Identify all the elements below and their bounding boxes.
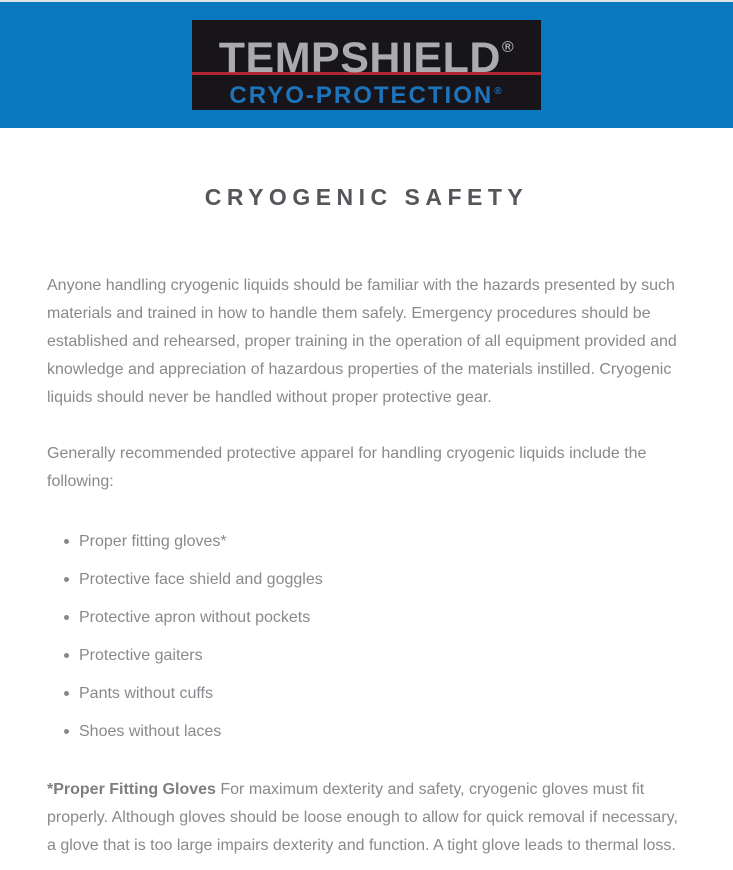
article-content [0,272,733,860]
footnote-paragraph [47,776,686,860]
logo-brand-text: TEMPSHIELD [218,34,501,82]
list-item-label: Pants without cuffs [79,685,213,702]
list-item-label: Protective face shield and goggles [79,571,323,588]
list-item-label: Protective apron without pockets [79,609,311,626]
list-item [64,604,686,632]
bullet-icon [64,653,69,658]
logo-sub-brand [192,75,541,110]
brand-logo[interactable] [192,20,541,110]
list-item [64,718,686,746]
footnote-bold-lead: *Proper Fitting Gloves [47,781,216,798]
list-item [64,566,686,594]
page-body [0,184,733,860]
bullet-icon [64,691,69,696]
bullet-icon [64,539,69,544]
list-item [64,528,686,556]
intro-paragraph: Anyone handling cryogenic liquids should be familiar with the hazards presented by such materials and trained in how to handle them safely. Emergency procedures should be established and rehearsed, proper training in the operation of all equipment provided and knowledge and appreciation of hazardous properties of the materials instilled. Cryogenic liquids should never be handled without proper protective gear. [47,277,677,406]
list-item-label: Proper fitting gloves* [79,533,227,550]
apparel-list [47,528,686,746]
bullet-icon [64,577,69,582]
list-item [64,680,686,708]
bullet-icon [64,615,69,620]
list-item-label: Shoes without laces [79,723,222,740]
page-title: CRYOGENIC SAFETY [204,184,529,210]
registered-trademark-icon: ® [494,86,504,97]
logo-sub-brand-text: CRYO-PROTECTION [229,82,494,109]
footnote-text: For maximum dexterity and safety, cryogenic gloves must fit properly. Although gloves should be loose enough to allow for quick removal if necessary, a glove that is too large impairs dexterity and function. A tight glove leads to thermal loss. [47,781,678,854]
apparel-intro-paragraph: Generally recommended protective apparel for handling cryogenic liquids include the following: [47,445,647,490]
registered-trademark-icon: ® [501,39,515,56]
list-item-label: Protective gaiters [79,647,203,664]
header-banner [0,2,733,128]
bullet-icon [64,729,69,734]
list-item [64,642,686,670]
logo-brand-wordmark [192,20,541,82]
